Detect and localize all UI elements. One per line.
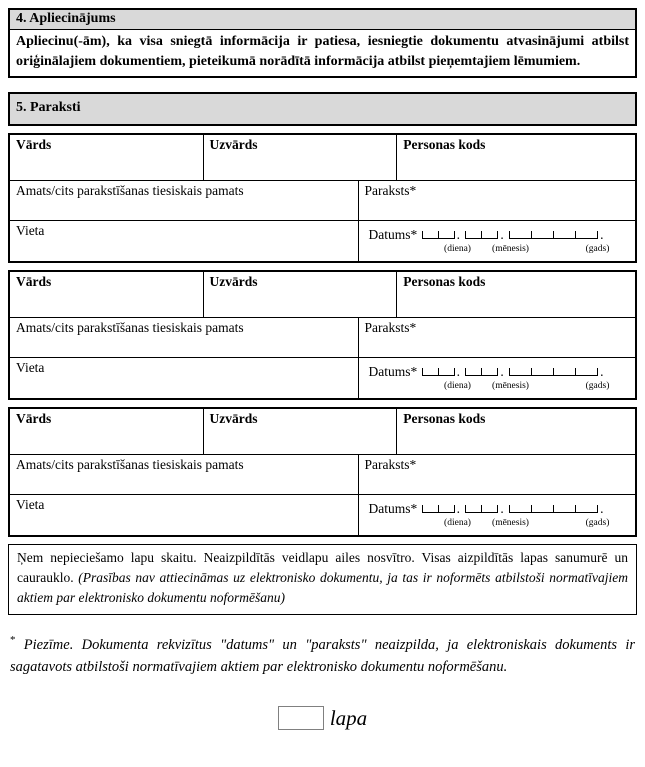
first-name-field[interactable] <box>10 135 203 180</box>
page-number-input[interactable] <box>278 706 324 730</box>
notes-box <box>8 544 637 615</box>
date-field[interactable] <box>358 358 636 398</box>
section-4 <box>8 8 637 78</box>
date-separator: . <box>500 364 504 379</box>
place-date-row <box>10 494 635 535</box>
first-name-field[interactable] <box>10 409 203 454</box>
day-unit-label: (diena) <box>444 518 471 528</box>
place-date-row <box>10 220 635 261</box>
year-unit-label: (gads) <box>585 518 610 528</box>
last-name-label: Uzvārds <box>209 274 258 289</box>
place-label: Vieta <box>16 497 45 512</box>
date-unit-labels <box>369 244 630 254</box>
place-field[interactable] <box>10 358 358 398</box>
personal-code-label: Personas kods <box>403 411 486 426</box>
position-label: Amats/cits parakstīšanas tiesiskais pamats <box>16 320 244 335</box>
date-month-field[interactable] <box>465 368 498 376</box>
first-name-label: Vārds <box>16 274 52 289</box>
last-name-field[interactable] <box>203 409 397 454</box>
name-header-row <box>10 272 635 317</box>
page-number-label: lapa <box>329 705 368 730</box>
date-field[interactable] <box>358 495 636 535</box>
position-field[interactable] <box>10 181 358 220</box>
year-unit-label: (gads) <box>585 244 610 254</box>
signature-field[interactable] <box>358 455 636 494</box>
date-label: Datums* <box>368 364 418 379</box>
date-month-field[interactable] <box>465 231 498 239</box>
day-unit-label: (diena) <box>444 381 471 391</box>
position-field[interactable] <box>10 318 358 357</box>
first-name-label: Vārds <box>16 411 52 426</box>
signature-block-3 <box>8 407 637 537</box>
date-separator: . <box>600 501 604 516</box>
date-separator: . <box>456 364 460 379</box>
section-5-header <box>8 92 637 126</box>
position-label: Amats/cits parakstīšanas tiesiskais pamats <box>16 457 244 472</box>
footnote-marker: * <box>10 634 16 646</box>
signature-block-2 <box>8 270 637 400</box>
date-separator: . <box>500 227 504 242</box>
personal-code-field[interactable] <box>396 409 635 454</box>
section-4-header <box>10 10 635 30</box>
date-separator: . <box>500 501 504 516</box>
signature-field[interactable] <box>358 181 636 220</box>
last-name-field[interactable] <box>203 272 397 317</box>
date-separator: . <box>600 227 604 242</box>
month-unit-label: (mēnesis) <box>492 244 529 254</box>
position-signature-row <box>10 317 635 357</box>
last-name-field[interactable] <box>203 135 397 180</box>
date-field[interactable] <box>358 221 636 261</box>
place-date-row <box>10 357 635 398</box>
date-label: Datums* <box>368 227 418 242</box>
day-unit-label: (diena) <box>444 244 471 254</box>
year-unit-label: (gads) <box>585 381 610 391</box>
position-label: Amats/cits parakstīšanas tiesiskais pamats <box>16 183 244 198</box>
section-4-title: 4. Apliecinājums <box>16 11 116 26</box>
place-label: Vieta <box>16 223 45 238</box>
place-field[interactable] <box>10 495 358 535</box>
date-label: Datums* <box>368 501 418 516</box>
position-field[interactable] <box>10 455 358 494</box>
date-separator: . <box>600 364 604 379</box>
personal-code-field[interactable] <box>396 135 635 180</box>
date-day-field[interactable] <box>422 368 455 376</box>
position-signature-row <box>10 454 635 494</box>
signature-label: Paraksts* <box>364 457 417 472</box>
date-year-field[interactable] <box>509 505 598 513</box>
month-unit-label: (mēnesis) <box>492 518 529 528</box>
last-name-label: Uzvārds <box>209 137 258 152</box>
date-month-field[interactable] <box>465 505 498 513</box>
first-name-label: Vārds <box>16 137 52 152</box>
personal-code-label: Personas kods <box>403 137 486 152</box>
place-field[interactable] <box>10 221 358 261</box>
signature-field[interactable] <box>358 318 636 357</box>
date-unit-labels <box>369 381 630 391</box>
first-name-field[interactable] <box>10 272 203 317</box>
signature-block-1 <box>8 133 637 263</box>
notes-text: Ņem nepieciešamo lapu skaitu. Neaizpildītās veidlapu ailes nosvītro. Visas aizpildītās lapas sanumurē un caurauklo. <box>17 550 628 585</box>
date-separator: . <box>456 227 460 242</box>
month-unit-label: (mēnesis) <box>492 381 529 391</box>
date-day-field[interactable] <box>422 505 455 513</box>
date-year-field[interactable] <box>509 231 598 239</box>
place-label: Vieta <box>16 360 45 375</box>
footnote <box>10 629 635 678</box>
signature-label: Paraksts* <box>364 183 417 198</box>
position-signature-row <box>10 180 635 220</box>
notes-text-italic: (Prasības nav attiecināmas uz elektronisko dokumentu, ja tas ir noformēts atbilstoši normatīvajiem aktiem par elektronisko dokumentu noformēšanu) <box>17 570 628 605</box>
section-5-title: 5. Paraksti <box>16 100 81 115</box>
personal-code-field[interactable] <box>396 272 635 317</box>
page-number-row <box>8 706 637 731</box>
date-year-field[interactable] <box>509 368 598 376</box>
date-unit-labels <box>369 518 630 528</box>
signature-label: Paraksts* <box>364 320 417 335</box>
section-4-body: Apliecinu(-ām), ka visa sniegtā informācija ir patiesa, iesniegtie dokumentu atvasinājumi atbilst oriģinālajiem dokumentiem, pieteikumā norādītā informācija atbilst pieņemtajiem lēmumiem. <box>16 34 629 69</box>
personal-code-label: Personas kods <box>403 274 486 289</box>
name-header-row <box>10 409 635 454</box>
date-separator: . <box>456 501 460 516</box>
footnote-text: Piezīme. Dokumenta rekvizītus "datums" un "paraksts" neaizpilda, ja elektroniskais dokuments ir sagatavots atbilstoši normatīvajiem aktiem par elektronisko dokumentu noformēšanu. <box>10 636 635 675</box>
date-day-field[interactable] <box>422 231 455 239</box>
name-header-row <box>10 135 635 180</box>
last-name-label: Uzvārds <box>209 411 258 426</box>
